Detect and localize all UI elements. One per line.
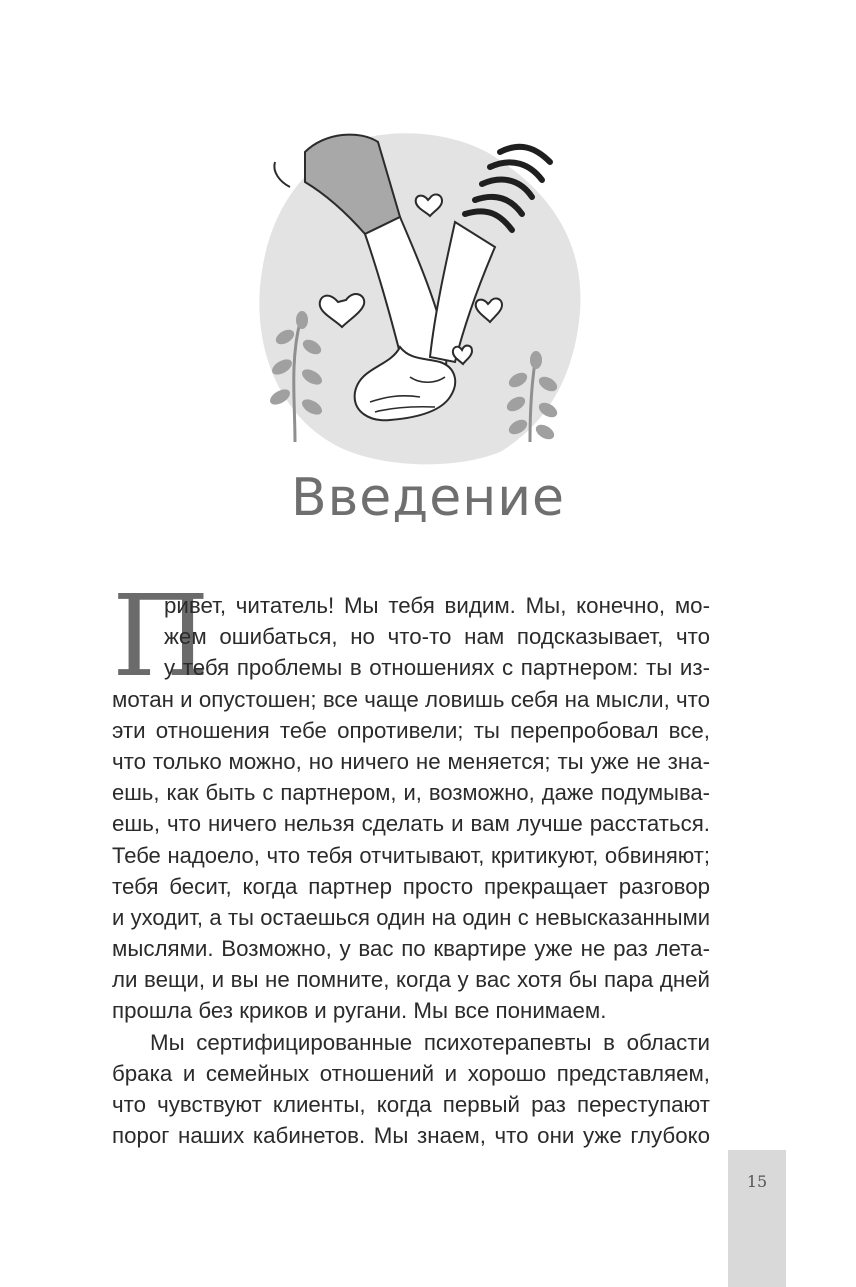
page-number: 15	[746, 1172, 768, 1191]
text-line: жем ошибаться, но что-то нам подсказывает, что	[164, 624, 710, 650]
text-line: брака и семейных отношений и хорошо представляем,	[112, 1060, 710, 1086]
drop-cap: П	[112, 572, 210, 702]
text-line: мотан и опустошен; все чаще ловишь себя на мысли, что	[112, 686, 710, 712]
text-line: порог наших кабинетов. Мы знаем, что они уже глубоко	[112, 1123, 710, 1149]
page-number-tab	[728, 1150, 786, 1287]
text-line: мыслями. Возможно, у вас по квартире уже не раз лета-	[112, 936, 710, 962]
chapter-title: Введение	[290, 468, 566, 528]
text-line: ли вещи, и вы не помните, когда у вас хотя бы пара дней	[112, 967, 710, 993]
text-line: прошла без криков и ругани. Мы все понимаем.	[112, 998, 607, 1024]
text-line: что чувствуют клиенты, когда первый раз переступают	[112, 1092, 710, 1117]
text-line: что только можно, но ничего не меняется; ты уже не зна-	[112, 748, 710, 774]
text-line: ривет, читатель! Мы тебя видим. Мы, конечно, мо-	[164, 593, 710, 618]
text-line: Мы сертифицированные психотерапевты в области	[150, 1029, 710, 1055]
text-line: у тебя проблемы в отношениях с партнером: ты из-	[164, 655, 710, 681]
text-line: Тебе надоело, что тебя отчитывают, критикуют, обвиняют;	[112, 842, 710, 868]
text-line: ешь, что ничего нельзя сделать и вам лучше расстаться.	[112, 811, 710, 837]
text-line: тебя бесит, когда партнер просто прекращает разговор	[112, 873, 710, 899]
text-line: эти отношения тебе опротивели; ты перепробовал все,	[112, 717, 710, 743]
text-line: и уходит, а ты остаешься один на один с невысказанными	[112, 904, 710, 930]
holding-hands-illustration	[250, 122, 590, 467]
text-line: ешь, как быть с партнером, и, возможно, даже подумыва-	[112, 780, 710, 806]
body-text	[112, 572, 710, 1151]
